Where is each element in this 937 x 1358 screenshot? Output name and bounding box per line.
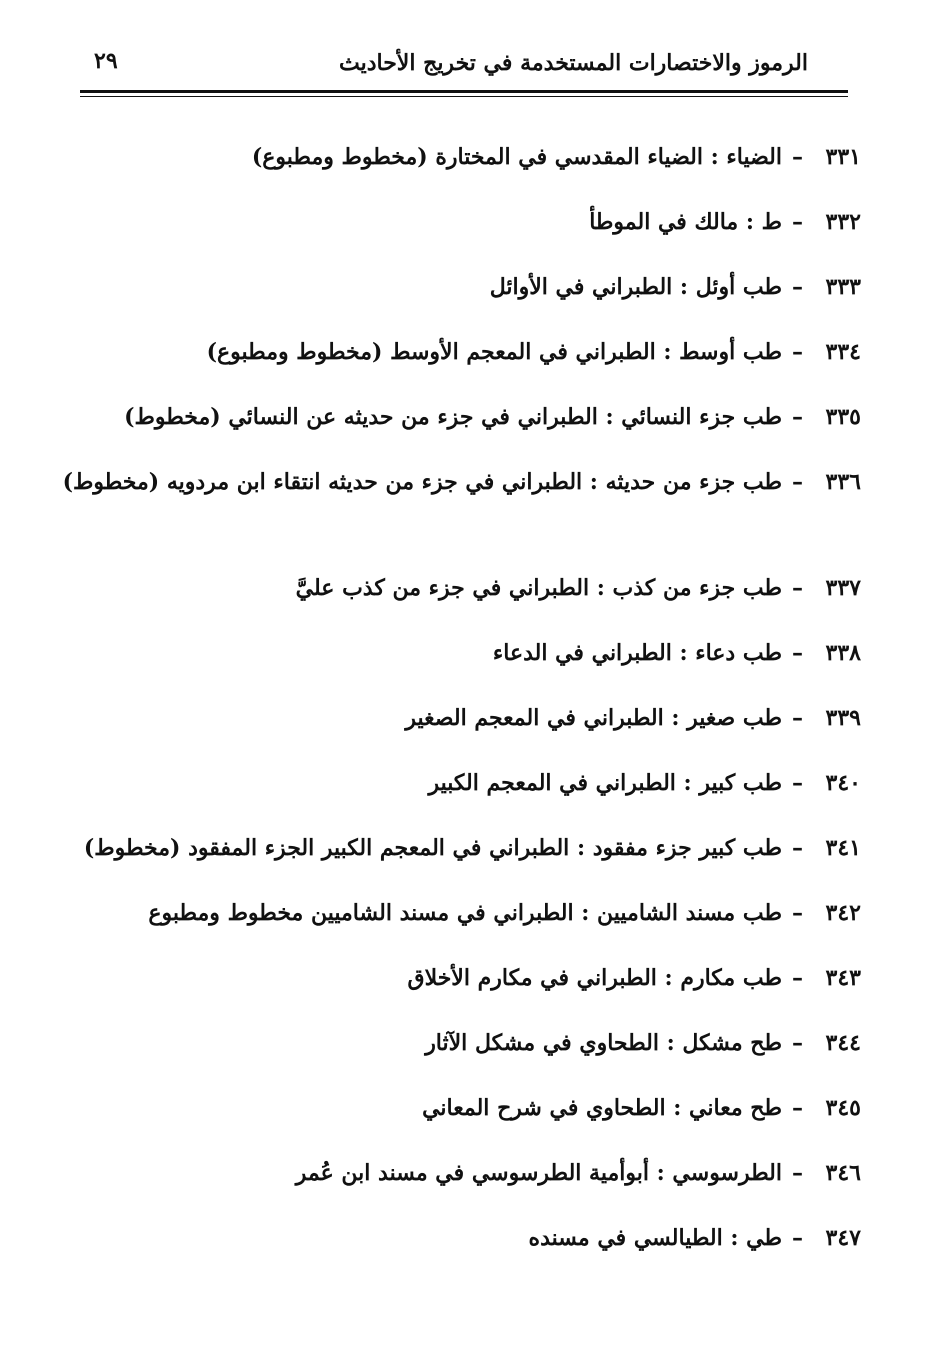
entry-text: ط : مالك في الموطأ [589,209,782,235]
list-item [61,136,861,178]
entry-dash: – [792,404,803,430]
entry-number: ٣٤٠ [825,770,861,796]
list-item [61,1022,861,1064]
list-item [61,331,861,373]
entry-number: ٣٣٣ [825,274,861,300]
entry-number: ٣٤٤ [825,1030,861,1056]
list-item [61,1152,861,1194]
entry-dash: – [792,575,803,601]
entry-text: طب جزء من حديثه : الطبراني في جزء من حديثه انتقاء ابن مردويه (مخطوط) [62,469,782,495]
entry-dash: – [792,900,803,926]
list-item [61,632,861,674]
list-item [61,201,861,243]
list-item [61,762,861,804]
entry-text: طب مسند الشاميين : الطبراني في مسند الشاميين مخطوط ومطبوع [148,900,782,926]
entry-text: طب صغير : الطبراني في المعجم الصغير [405,705,782,731]
entry-number: ٣٤٧ [825,1225,861,1251]
entry-text: طي : الطيالسي في مسنده [528,1225,782,1251]
header-rule-thick [80,90,848,93]
entry-dash: – [792,770,803,796]
entry-dash: – [792,1160,803,1186]
entry-text: طح مشكل : الطحاوي في مشكل الآثار [425,1030,782,1056]
running-title: الرموز والاختصارات المستخدمة في تخريج الأحاديث [338,50,808,76]
entry-dash: – [792,1030,803,1056]
entry-dash: – [792,144,803,170]
list-item [61,697,861,739]
entry-dash: – [792,339,803,365]
list-item [61,1217,861,1259]
entry-text: طب جزء النسائي : الطبراني في جزء من حديثه عن النسائي (مخطوط) [124,404,782,430]
entry-text: طب جزء من كذب : الطبراني في جزء من كذب عليَّ [295,575,782,601]
entry-dash: – [792,705,803,731]
entry-text: طب أوسط : الطبراني في المعجم الأوسط (مخطوط ومطبوع) [206,339,782,365]
list-item [61,1087,861,1129]
entry-dash: – [792,835,803,861]
entry-text: الطرسوسي : أبوأمية الطرسوسي في مسند ابن عُمر [295,1160,782,1186]
list-item [61,957,861,999]
entry-dash: – [792,640,803,666]
entry-dash: – [792,469,803,495]
list-item [61,396,861,438]
header-rule-thin [80,96,848,97]
entry-number: ٣٤١ [825,835,861,861]
entry-text: طب دعاء : الطبراني في الدعاء [492,640,782,666]
list-item [61,266,861,308]
entry-dash: – [792,965,803,991]
entry-number: ٣٣٢ [825,209,861,235]
list-item [61,461,861,545]
page-number: ٢٩ [94,48,118,74]
entry-text: طب أوئل : الطبراني في الأوائل [489,274,782,300]
entry-number: ٣٣٤ [825,339,861,365]
entry-dash: – [792,209,803,235]
entry-text: الضياء : الضياء المقدسي في المختارة (مخطوط ومطبوع) [251,144,782,170]
entry-number: ٣٣١ [825,144,861,170]
list-item [61,892,861,934]
entry-number: ٣٣٩ [825,705,861,731]
list-item [61,567,861,609]
entry-dash: – [792,1095,803,1121]
abbreviation-list [61,136,861,1282]
entry-number: ٣٤٣ [825,965,861,991]
entry-text: طح معاني : الطحاوي في شرح المعاني [422,1095,782,1121]
entry-number: ٣٤٥ [825,1095,861,1121]
entry-text: طب كبير جزء مفقود : الطبراني في المعجم الكبير الجزء المفقود (مخطوط) [83,835,782,861]
entry-text: طب مكارم : الطبراني في مكارم الأخلاق [407,965,782,991]
entry-dash: – [792,1225,803,1251]
entry-number: ٣٤٦ [825,1160,861,1186]
entry-number: ٣٣٧ [825,575,861,601]
entry-text: طب كبير : الطبراني في المعجم الكبير [428,770,782,796]
entry-dash: – [792,274,803,300]
entry-number: ٣٣٦ [825,469,861,495]
page-header [80,40,848,96]
list-item [61,827,861,869]
entry-number: ٣٤٢ [825,900,861,926]
entry-number: ٣٣٥ [825,404,861,430]
entry-number: ٣٣٨ [825,640,861,666]
